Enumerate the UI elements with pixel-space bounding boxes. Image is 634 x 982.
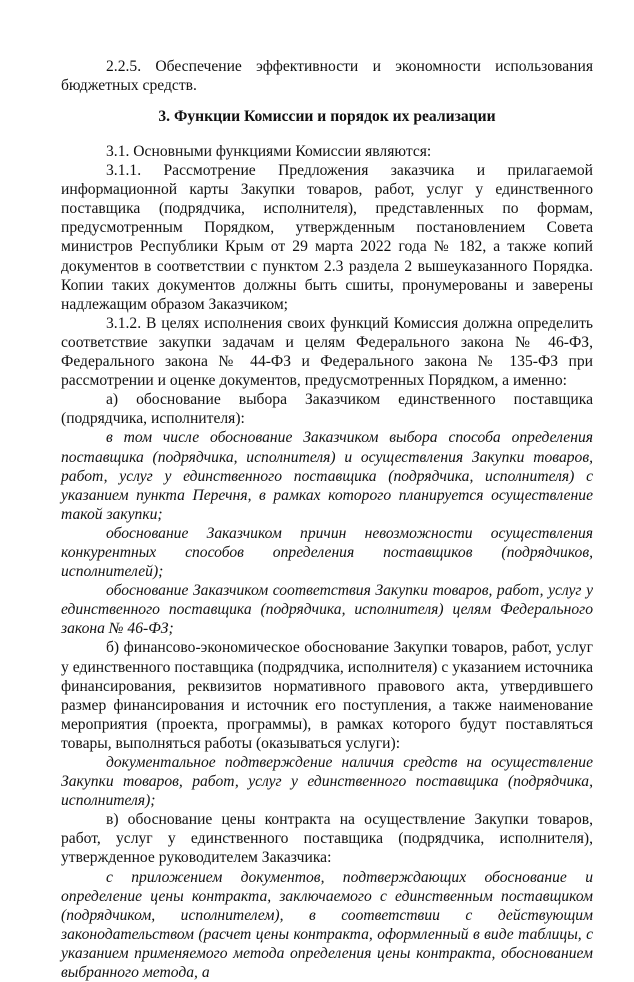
list-item-c: в) обоснование цены контракта на осуществление Закупки товаров, работ, услуг у единственного поставщика (подрядчика, исполнителя), утвержденное руководителем Заказчика:	[61, 811, 593, 867]
section-3-header	[61, 107, 593, 126]
paragraph-3-1-2: 3.1.2. В целях исполнения своих функций Комиссия должна определить соответствие закупки задачам и целям Федерального закона № 46-ФЗ, Федерального закона № 44-ФЗ и Федерального закона № 135-ФЗ при рассмотрении и оценке документов, предусмотренных Порядком, а именно:	[61, 314, 593, 390]
list-item-a-sub-1: в том числе обоснование Заказчиком выбора способа определения поставщика (подрядчика, исполнителя) и осуществления Закупки товаров, работ, услуг у единственного поставщика (подрядчика, исполнителя) с указанием пункта Перечня, в рамках которого планируется осуществление такой закупки;	[61, 429, 593, 523]
section-title: 3. Функции Комиссии и порядок их реализации	[158, 108, 496, 125]
paragraph-2-2-5: 2.2.5. Обеспечение эффективности и экономности использования бюджетных средств.	[61, 58, 593, 95]
list-item-b: б) финансово-экономическое обоснование Закупки товаров, работ, услуг у единственного поставщика (подрядчика, исполнителя) с указанием источника финансирования, реквизитов нормативного правового акта, утвердившего размер финансирования и источник его поступления, а также наименование мероприятия (проекта, программы), в рамках которого будут поставляться товары, выполняться работы (оказываться услуги):	[61, 639, 593, 752]
list-item-a-sub-2: обоснование Заказчиком причин невозможности осуществления конкурентных способов определения поставщиков (подрядчиков, исполнителей);	[61, 524, 593, 581]
list-item-a-sub-3: обоснование Заказчиком соответствия Закупки товаров, работ, услуг у единственного поставщика (подрядчика, исполнителя) целям Федерального закона № 46-ФЗ;	[61, 582, 593, 638]
list-item-a: а) обоснование выбора Заказчиком единственного поставщика (подрядчика, исполнителя):	[61, 391, 593, 428]
paragraph-3-1-1: 3.1.1. Рассмотрение Предложения заказчика и прилагаемой информационной карты Закупки товаров, работ, услуг у единственного поставщика (подрядчика, исполнителя), представленных по формам, предусмотренным Порядком, утвержденным постановлением Совета министров Республики Крым от 29 марта 2022 года № 182, а также копий документов в соответствии с пунктом 2.3 раздела 2 вышеуказанного Порядка. Копии таких документов должны быть сшиты, пронумерованы и заверены надлежащим образом Заказчиком;	[61, 162, 593, 313]
section-2-tail	[61, 57, 593, 95]
list-item-b-sub-1: документальное подтверждение наличия средств на осуществление Закупки товаров, работ, услуг у единственного поставщика (подрядчика, исполнителя);	[61, 754, 593, 810]
list-item-c-sub-1: с приложением документов, подтверждающих обоснование и определение цены контракта, заключаемого с единственным поставщиком (подрядчиком, исполнителем), в соответствии с действующим законодательством (расчет цены контракта, оформленный в виде таблицы, с указанием применяемого метода определения цены контракта, обоснованием выбранного метода, а	[61, 868, 593, 982]
paragraph-3-1: 3.1. Основными функциями Комиссии являются:	[106, 143, 432, 160]
section-3-body	[61, 142, 593, 982]
